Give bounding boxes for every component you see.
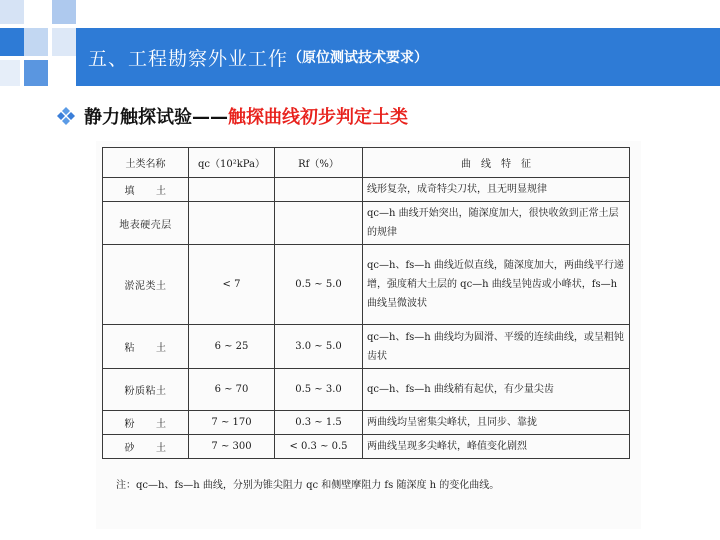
qc-cell: 6 ~ 25	[189, 325, 275, 369]
qc-cell	[189, 178, 275, 202]
table-row	[103, 245, 630, 325]
decor-square	[52, 0, 76, 24]
table-row	[103, 369, 630, 411]
feature-cell: qc—h、fs—h 曲线均为圆滑、平缓的连续曲线，或呈粗钝齿状	[363, 325, 630, 369]
table-row	[103, 325, 630, 369]
scanned-table-image	[96, 141, 641, 529]
soil-name-cell: 砂 土	[103, 435, 189, 459]
slide-subtitle: （原位测试技术要求）	[288, 50, 429, 66]
soil-name-cell: 粘 土	[103, 325, 189, 369]
header-bar	[76, 28, 720, 86]
rf-cell: < 0.3 ~ 0.5	[275, 435, 363, 459]
table-row	[103, 411, 630, 435]
slide-title: 五、工程勘察外业工作	[88, 47, 289, 70]
feature-cell: 两曲线呈现多尖峰状，峰值变化剧烈	[363, 435, 630, 459]
table-row	[103, 435, 630, 459]
table-footnote: 注：qc—h、fs—h 曲线，分别为锥尖阻力 qc 和侧壁摩阻力 fs 随深度 h 的变化曲线。	[116, 480, 500, 491]
diamond-bullet-icon	[56, 106, 76, 126]
feature-cell: qc—h、fs—h 曲线近似直线，随深度加大，两曲线平行递增，强度稍大土层的 qc—h 曲线呈钝齿或小峰状，fs—h 曲线呈微波状	[363, 245, 630, 325]
decor-square	[52, 28, 76, 56]
soil-name-cell: 填 土	[103, 178, 189, 202]
section-title-main: 静力触探试验——	[84, 107, 228, 128]
header-cell: 土类名称	[103, 148, 189, 178]
rf-cell: 0.5 ~ 5.0	[275, 245, 363, 325]
soil-name-cell: 地表硬壳层	[103, 202, 189, 245]
decor-square	[24, 60, 48, 86]
header-cell: qc（10²kPa）	[189, 148, 275, 178]
soil-classification-table	[102, 147, 630, 459]
rf-cell: 3.0 ~ 5.0	[275, 325, 363, 369]
table-header-row	[103, 148, 630, 178]
decor-square	[24, 28, 48, 56]
rf-cell: 0.5 ~ 3.0	[275, 369, 363, 411]
qc-cell: 6 ~ 70	[189, 369, 275, 411]
table-row	[103, 178, 630, 202]
header-cell: Rf（%）	[275, 148, 363, 178]
feature-cell: 线形复杂，成奇特尖刀状，且无明显规律	[363, 178, 630, 202]
rf-cell	[275, 202, 363, 245]
section-title-highlight: 触探曲线初步判定土类	[228, 107, 408, 128]
decor-square	[0, 0, 24, 24]
section-heading	[56, 103, 408, 129]
soil-name-cell: 粉质粘土	[103, 369, 189, 411]
header-cell: 曲 线 特 征	[363, 148, 630, 178]
qc-cell	[189, 202, 275, 245]
feature-cell: 两曲线均呈密集尖峰状，且同步、靠拢	[363, 411, 630, 435]
feature-cell: qc—h、fs—h 曲线稍有起伏，有少量尖齿	[363, 369, 630, 411]
table-row	[103, 202, 630, 245]
rf-cell: 0.3 ~ 1.5	[275, 411, 363, 435]
qc-cell: 7 ~ 300	[189, 435, 275, 459]
qc-cell: < 7	[189, 245, 275, 325]
soil-name-cell: 淤泥类土	[103, 245, 189, 325]
rf-cell	[275, 178, 363, 202]
soil-name-cell: 粉 土	[103, 411, 189, 435]
decor-square	[0, 60, 20, 86]
feature-cell: qc—h 曲线开始突出，随深度加大，很快收敛到正常土层的规律	[363, 202, 630, 245]
qc-cell: 7 ~ 170	[189, 411, 275, 435]
